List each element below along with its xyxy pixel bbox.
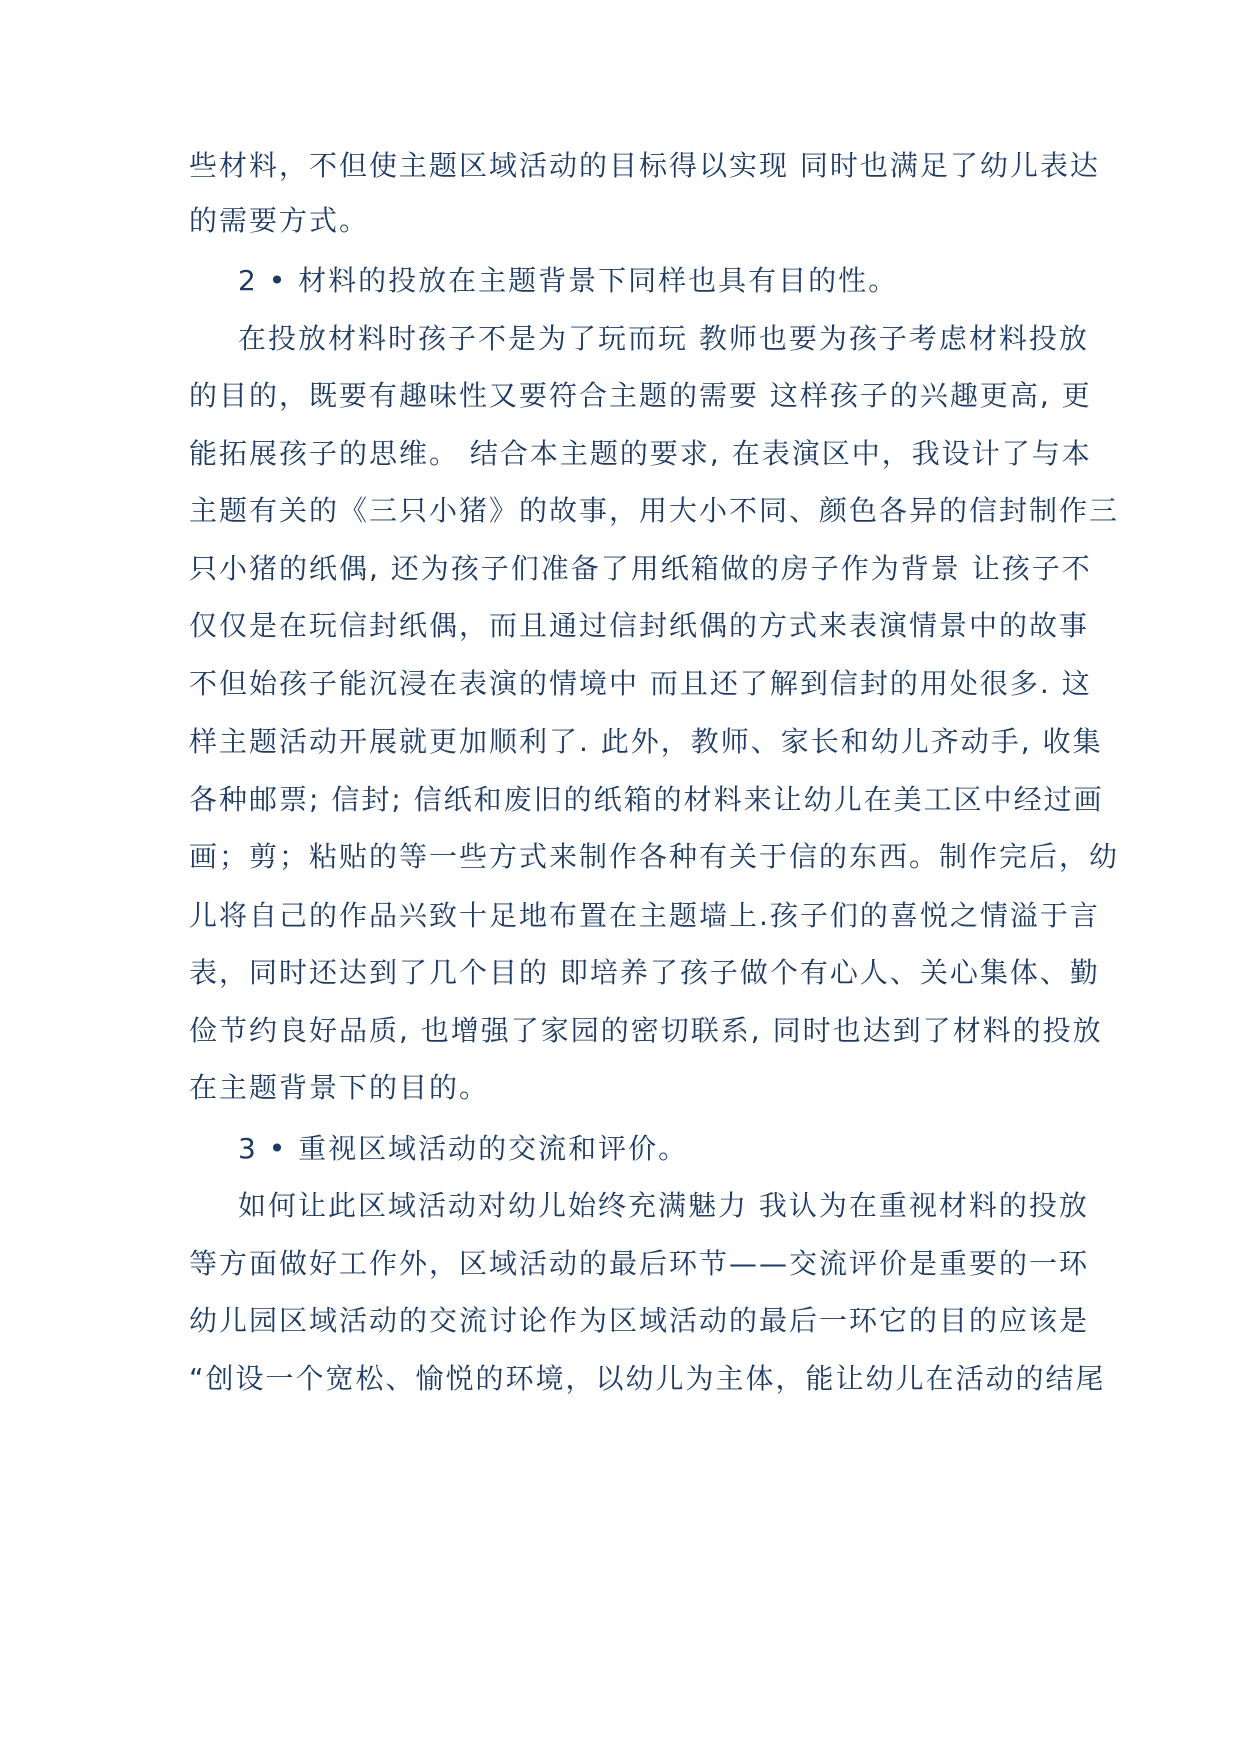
paragraph-line: 儿将自己的作品兴致十足地布置在主题墙上.孩子们的喜悦之情溢于言 xyxy=(189,899,1100,932)
paragraph-line: 的目的，既要有趣味性又要符合主题的需要 这样孩子的兴趣更高, 更 xyxy=(189,379,1092,412)
paragraph-line: 各种邮票; 信封; 信纸和废旧的纸箱的材料来让幼儿在美工区中经过画 xyxy=(189,783,1104,816)
paragraph-line: 些材料，不但使主题区域活动的目标得以实现 同时也满足了幼儿表达 xyxy=(189,149,1100,182)
paragraph-line: 能拓展孩子的思维。 结合本主题的要求, 在表演区中，我设计了与本 xyxy=(189,437,1092,470)
paragraph-line: 在主题背景下的目的。 xyxy=(189,1071,490,1104)
section-heading: 3 • 重视区域活动的交流和评价。 xyxy=(238,1132,689,1165)
paragraph-line: 只小猪的纸偶, 还为孩子们准备了用纸箱做的房子作为背景 让孩子不 xyxy=(189,552,1092,585)
paragraph-line: 样主题活动开展就更加顺利了. 此外，教师、家长和幼儿齐动手, 收集 xyxy=(189,725,1103,758)
paragraph-line: 俭节约良好品质, 也增强了家园的密切联系, 同时也达到了材料的投放 xyxy=(189,1014,1103,1047)
section-heading: 2 • 材料的投放在主题背景下同样也具有目的性。 xyxy=(238,264,899,297)
paragraph-line: “创设一个宽松、愉悦的环境，以幼儿为主体，能让幼儿在活动的结尾 xyxy=(189,1362,1106,1395)
paragraph-line: 表，同时还达到了几个目的 即培养了孩子做个有心人、关心集体、勤 xyxy=(189,956,1100,989)
paragraph-line: 如何让此区域活动对幼儿始终充满魅力 我认为在重视材料的投放 xyxy=(238,1189,1089,1222)
paragraph-line: 在投放材料时孩子不是为了玩而玩 教师也要为孩子考虑材料投放 xyxy=(238,322,1089,355)
paragraph-line: 画；剪；粘贴的等一些方式来制作各种有关于信的东西。制作完后，幼 xyxy=(189,840,1120,873)
paragraph-line: 仅仅是在玩信封纸偶，而且通过信封纸偶的方式来表演情景中的故事 xyxy=(189,609,1090,642)
paragraph-line: 不但始孩子能沉浸在表演的情境中 而且还了解到信封的用处很多. 这 xyxy=(189,667,1092,700)
paragraph-line: 的需要方式。 xyxy=(189,204,370,237)
paragraph-line: 等方面做好工作外，区域活动的最后环节——交流评价是重要的一环 xyxy=(189,1247,1090,1280)
paragraph-line: 幼儿园区域活动的交流讨论作为区域活动的最后一环它的目的应该是 xyxy=(189,1304,1090,1337)
paragraph-line: 主题有关的《三只小猪》的故事，用大小不同、颜色各异的信封制作三 xyxy=(189,494,1120,527)
